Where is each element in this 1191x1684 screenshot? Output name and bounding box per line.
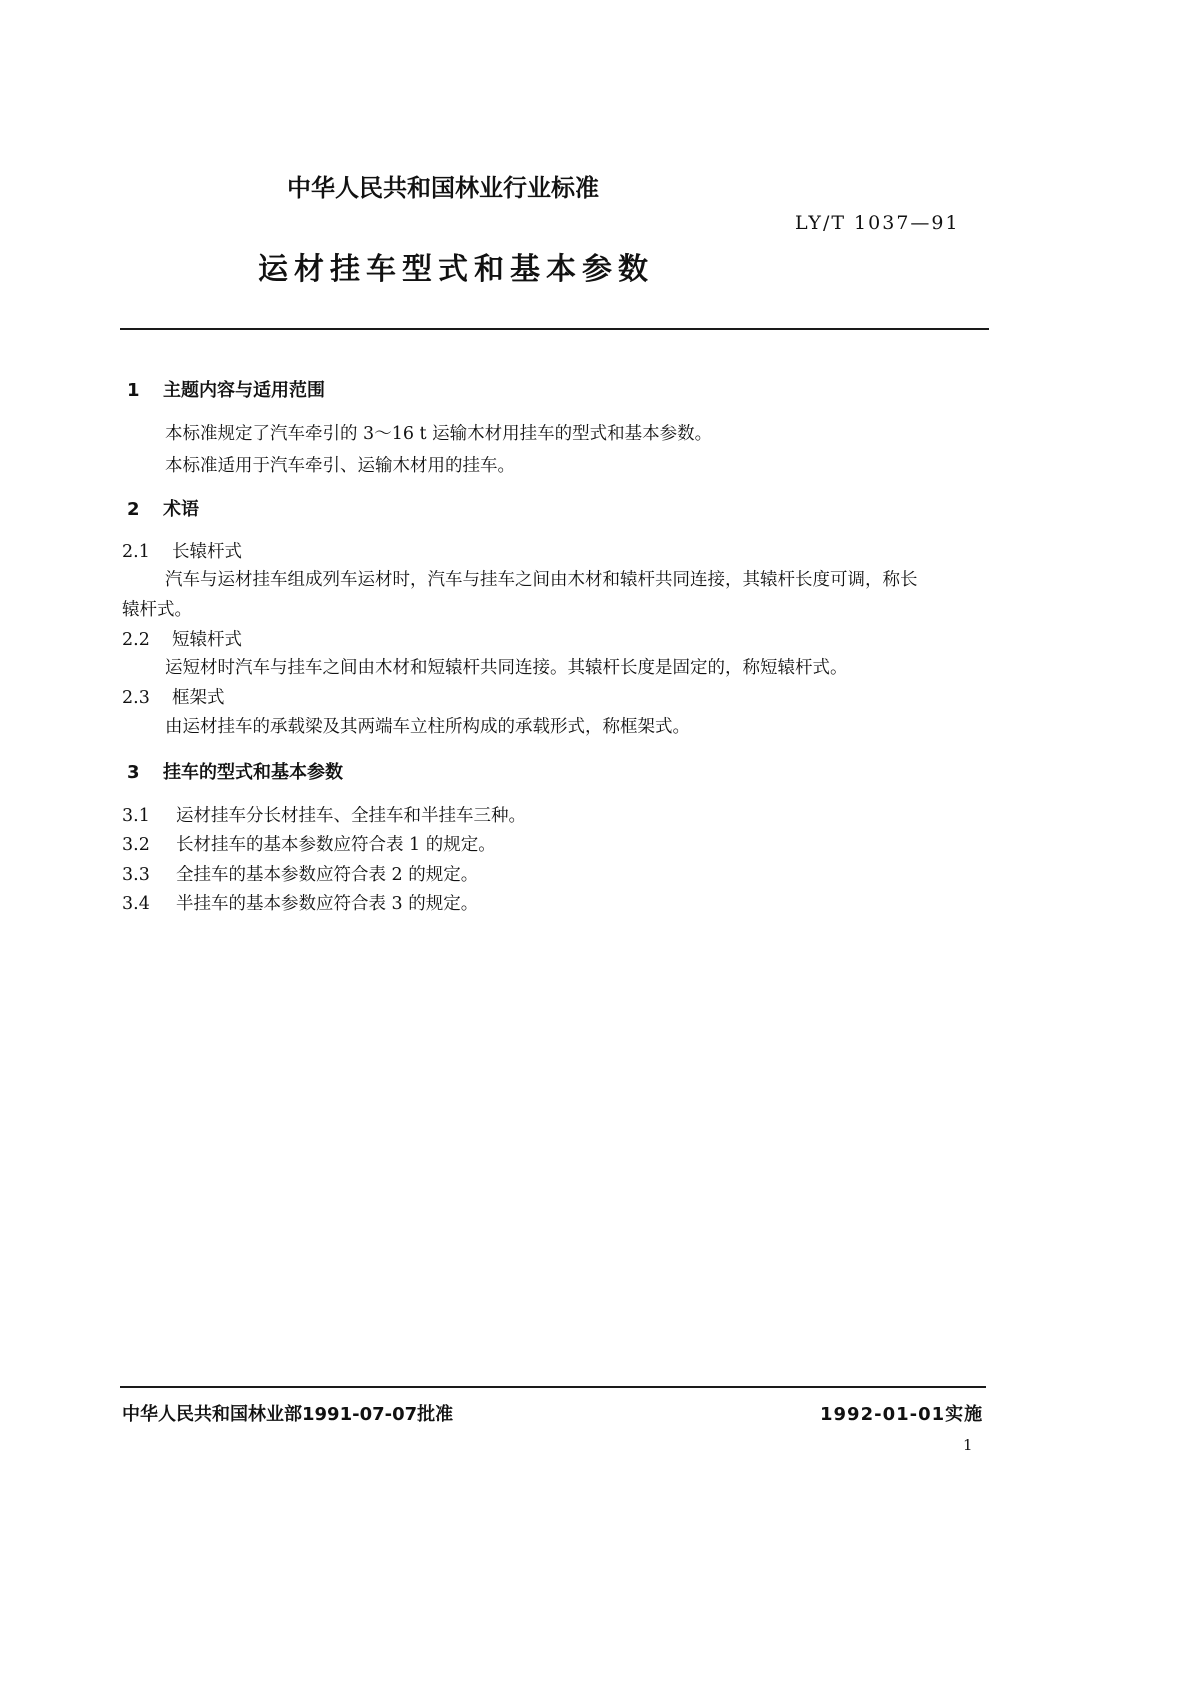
- paragraph: 汽车与运材挂车组成列车运材时，汽车与挂车之间由木材和辕杆共同连接，其辕杆长度可调，称长: [165, 570, 918, 590]
- paragraph: 本标准适用于汽车牵引、运输木材用的挂车。: [165, 456, 515, 476]
- page-number: 1: [963, 1436, 973, 1454]
- approval-line: 中华人民共和国林业部1991-07-07批准: [122, 1404, 454, 1425]
- clause-3-4: 3.4 半挂车的基本参数应符合表 3 的规定。: [122, 894, 479, 914]
- clause-3-3: 3.3 全挂车的基本参数应符合表 2 的规定。: [122, 865, 479, 885]
- paragraph: 辕杆式。: [122, 600, 192, 620]
- standard-code: LY/T 1037—91: [795, 212, 960, 234]
- term-2-1-heading: 2.1 长辕杆式: [122, 542, 242, 562]
- paragraph: 运短材时汽车与挂车之间由木材和短辕杆共同连接。其辕杆长度是固定的，称短辕杆式。: [165, 658, 848, 678]
- section-3-heading: 3 挂车的型式和基本参数: [127, 762, 343, 783]
- effective-date: 1992-01-01实施: [820, 1404, 984, 1425]
- section-2-heading: 2 术语: [127, 499, 199, 520]
- clause-3-2: 3.2 长材挂车的基本参数应符合表 1 的规定。: [122, 835, 496, 855]
- paragraph: 由运材挂车的承载梁及其两端车立柱所构成的承载形式，称框架式。: [165, 717, 690, 737]
- footer-rule: [120, 1386, 986, 1388]
- paragraph: 本标准规定了汽车牵引的 3～16 t 运输木材用挂车的型式和基本参数。: [165, 424, 713, 444]
- section-1-heading: 1 主题内容与适用范围: [127, 380, 325, 401]
- issuing-authority-title: 中华人民共和国林业行业标准: [287, 174, 599, 202]
- term-2-2-heading: 2.2 短辕杆式: [122, 630, 242, 650]
- document-title: 运材挂车型式和基本参数: [258, 252, 654, 287]
- term-2-3-heading: 2.3 框架式: [122, 688, 225, 708]
- header-rule: [120, 328, 989, 330]
- clause-3-1: 3.1 运材挂车分长材挂车、全挂车和半挂车三种。: [122, 806, 526, 826]
